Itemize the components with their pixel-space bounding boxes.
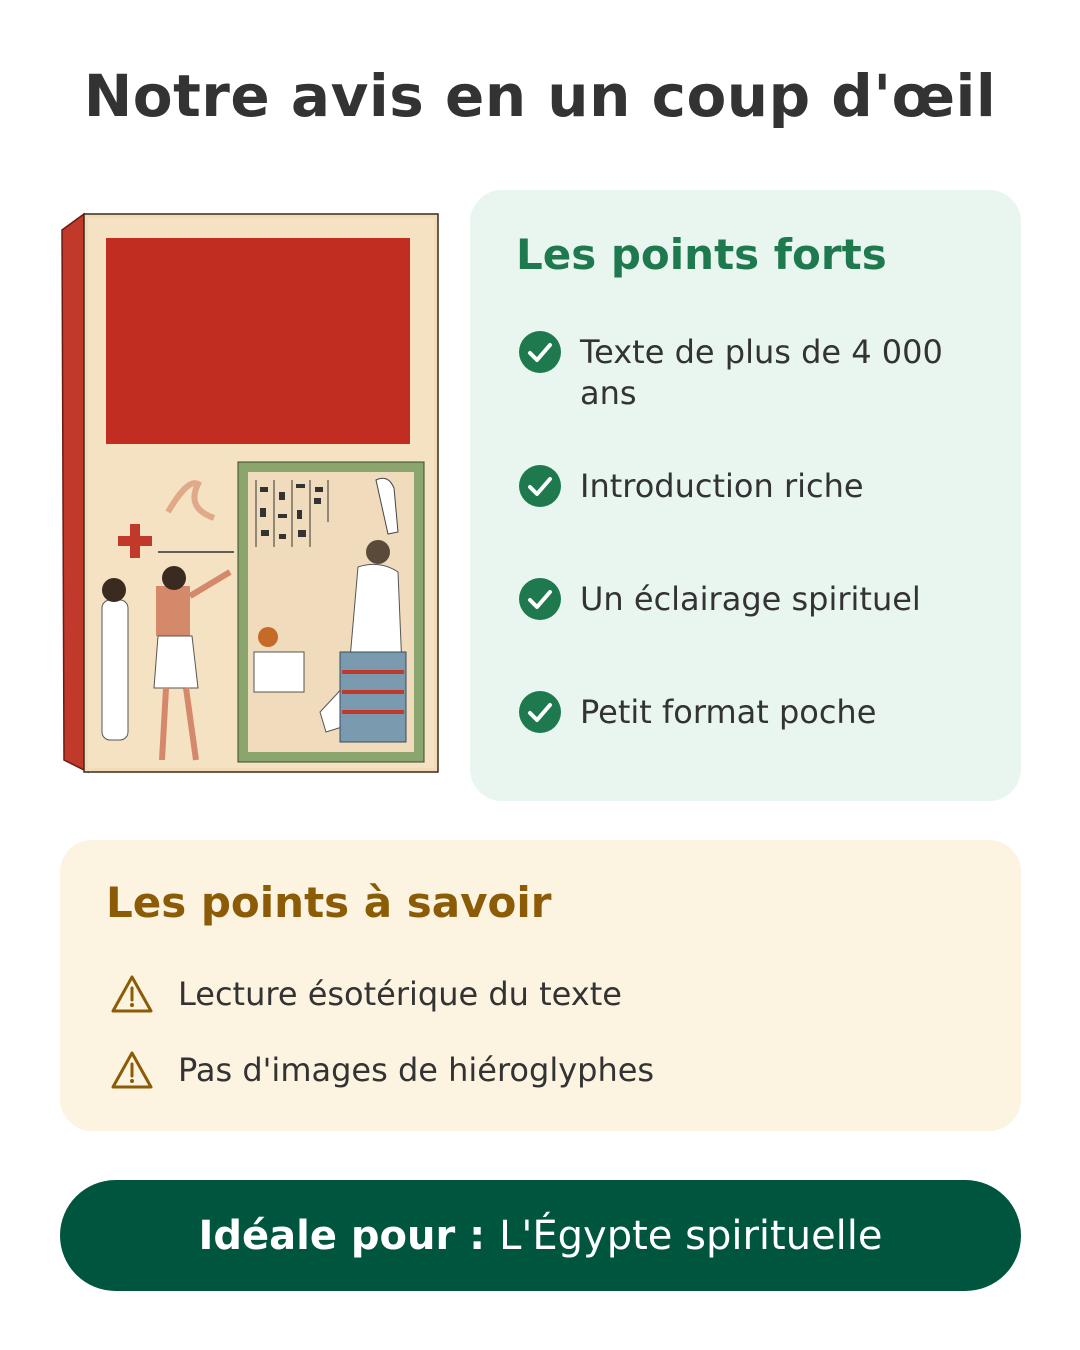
cautions-card bbox=[60, 840, 1021, 1131]
book-cover-image bbox=[58, 212, 443, 777]
check-circle-icon bbox=[518, 464, 562, 508]
strength-item bbox=[518, 466, 978, 508]
caution-item bbox=[110, 1050, 654, 1090]
caution-label: Lecture ésotérique du texte bbox=[178, 975, 622, 1013]
ideal-for-value: L'Égypte spirituelle bbox=[499, 1212, 883, 1259]
strength-item bbox=[518, 332, 978, 414]
page-title: Notre avis en un coup d'œil bbox=[83, 62, 997, 130]
strength-label: Un éclairage spirituel bbox=[580, 580, 921, 618]
check-circle-icon bbox=[518, 577, 562, 621]
caution-item bbox=[110, 974, 622, 1014]
warning-triangle-icon bbox=[110, 974, 154, 1014]
ideal-for-banner bbox=[60, 1180, 1021, 1291]
strength-label: Texte de plus de 4 000 ans bbox=[580, 333, 943, 412]
check-circle-icon bbox=[518, 330, 562, 374]
strength-label: Petit format poche bbox=[580, 693, 877, 731]
warning-triangle-icon bbox=[110, 1050, 154, 1090]
cautions-title: Les points à savoir bbox=[106, 878, 552, 927]
strengths-card bbox=[470, 190, 1021, 801]
strengths-title: Les points forts bbox=[516, 230, 887, 279]
strength-label: Introduction riche bbox=[580, 467, 864, 505]
strength-item bbox=[518, 579, 978, 621]
caution-label: Pas d'images de hiéroglyphes bbox=[178, 1051, 655, 1089]
strength-item bbox=[518, 692, 978, 734]
check-circle-icon bbox=[518, 690, 562, 734]
ideal-for-label: Idéale pour : bbox=[198, 1212, 486, 1259]
